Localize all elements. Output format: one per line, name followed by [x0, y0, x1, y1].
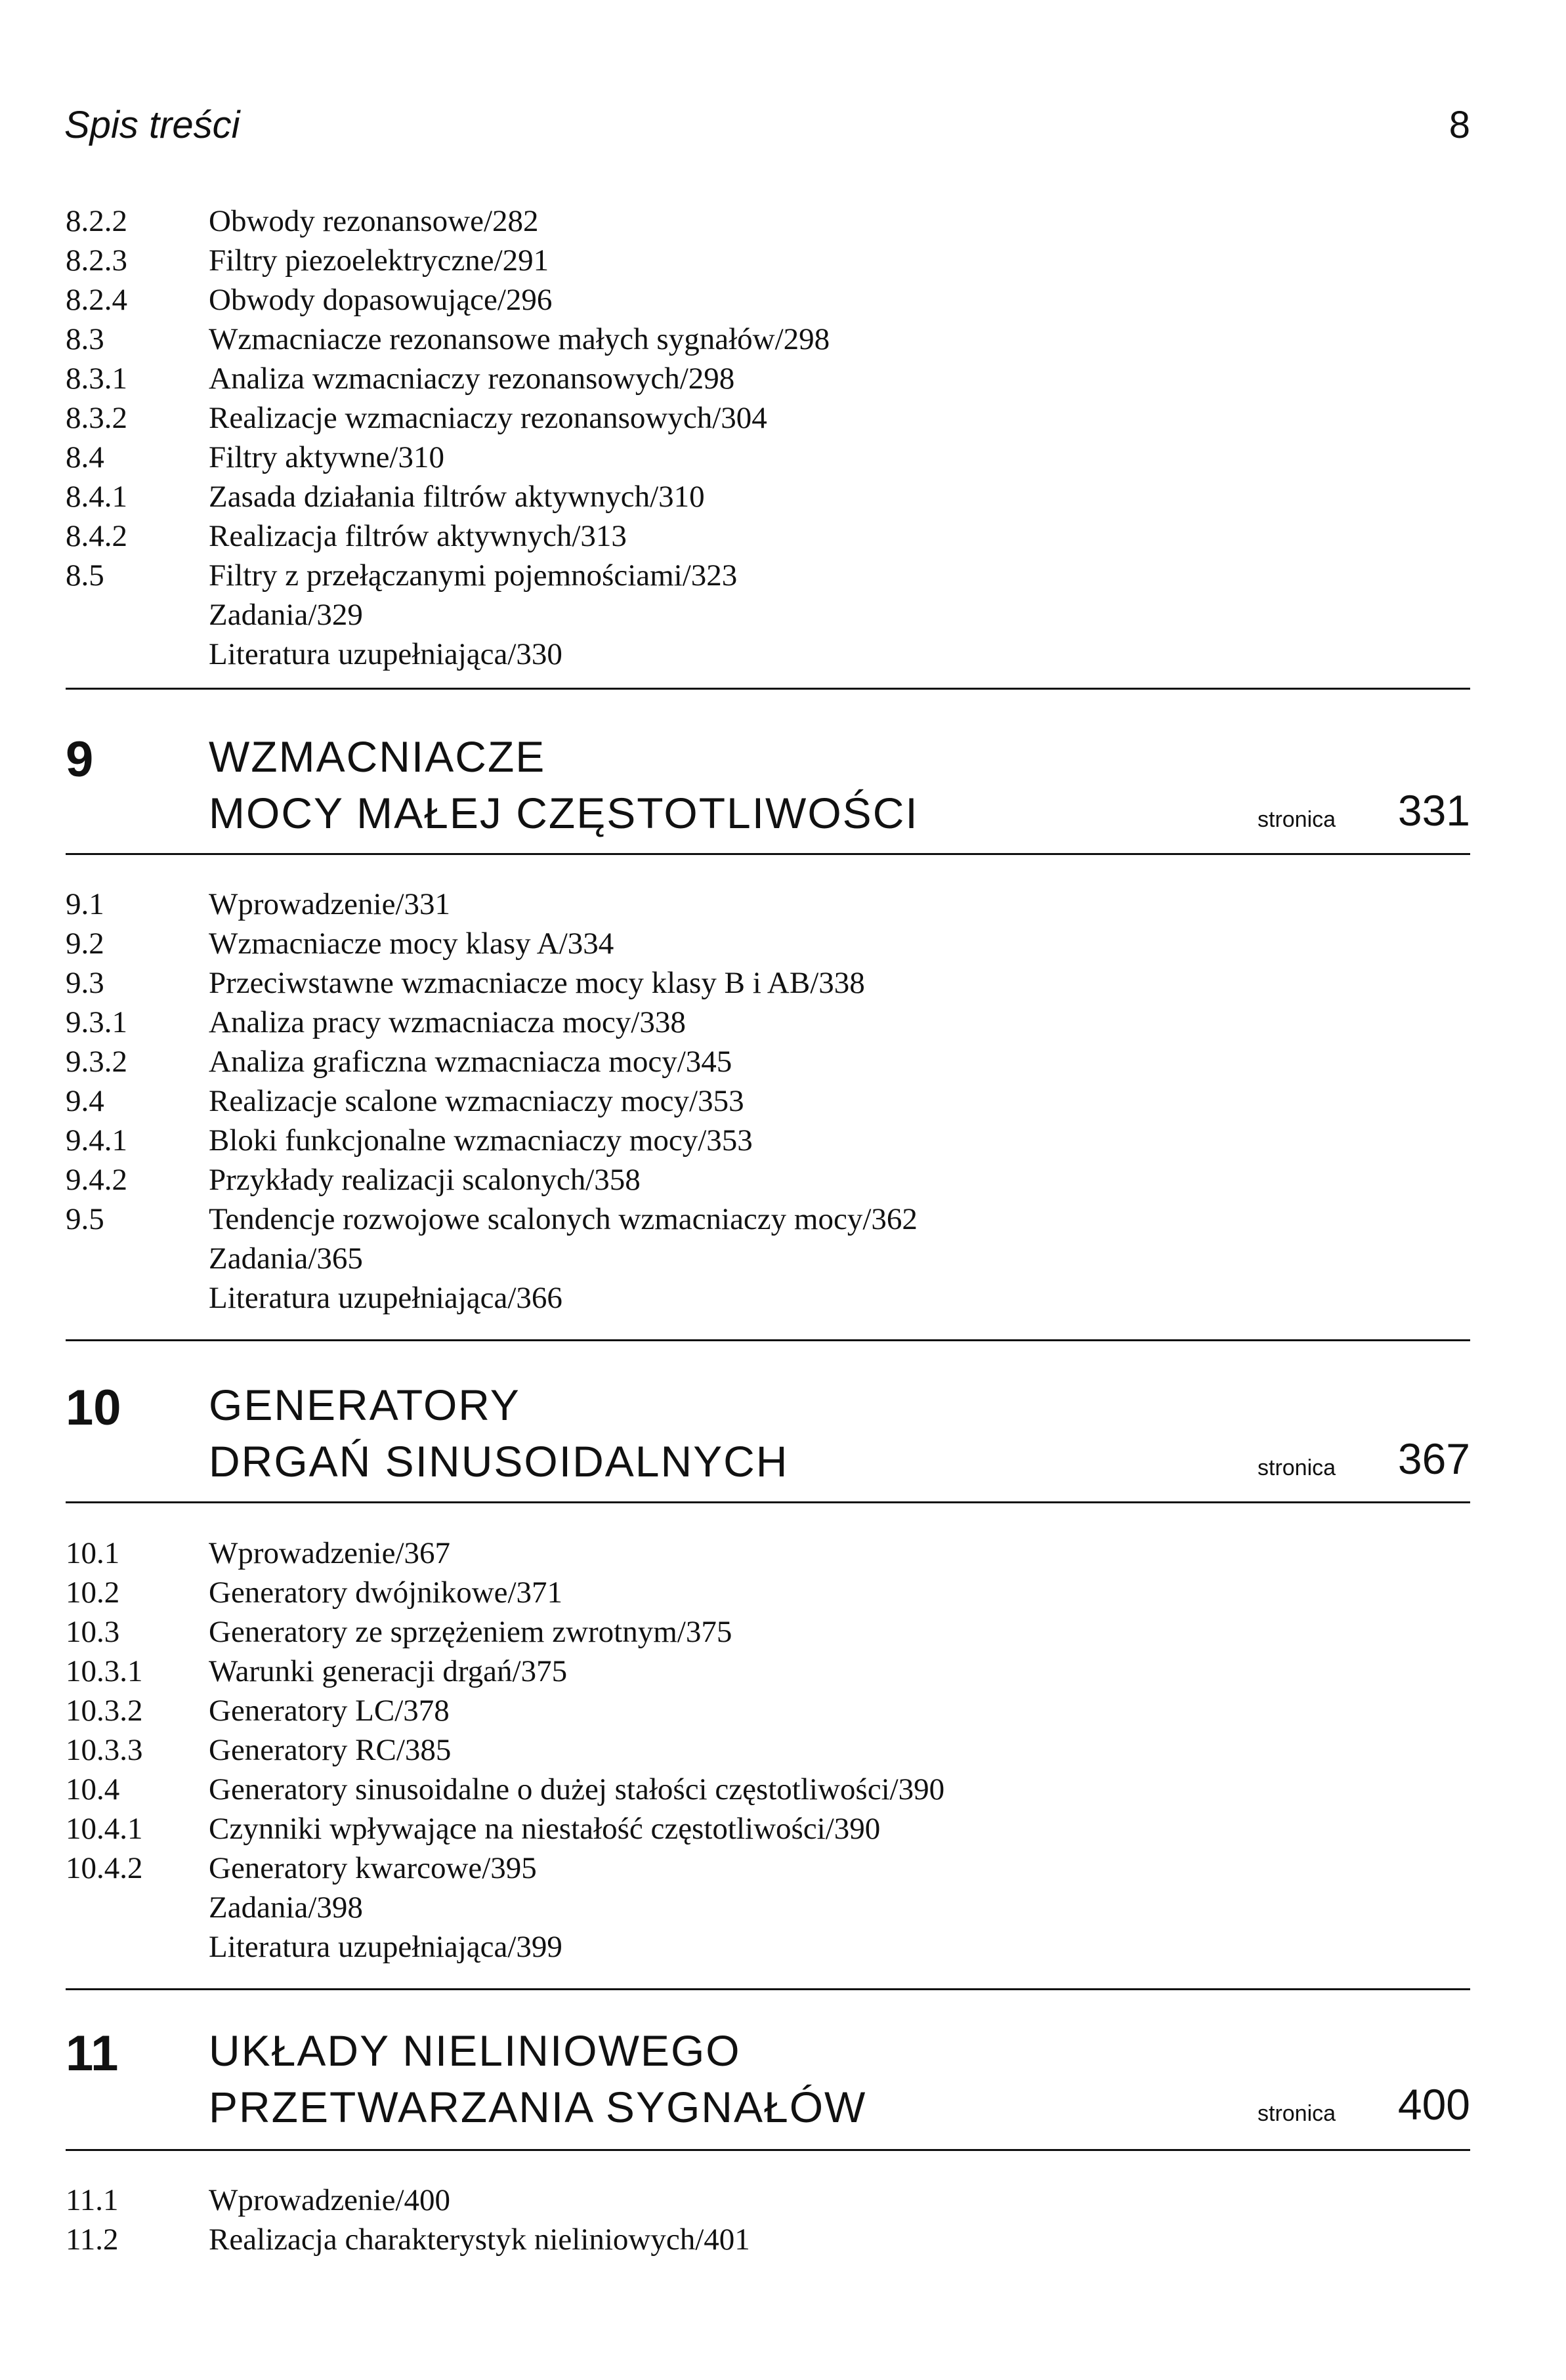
toc-entry-title: Literatura uzupełniająca/366: [209, 1281, 562, 1315]
toc-entry: [0, 1927, 1566, 1967]
toc-entry-title: Wzmacniacze rezonansowe małych sygnałów/298: [209, 322, 830, 356]
chapter-heading: [0, 2026, 1566, 2160]
toc-entry-title: Generatory dwójnikowe/371: [209, 1576, 563, 1610]
toc-entry-number: 9.4.1: [66, 1123, 127, 1158]
toc-entry-title: Literatura uzupełniająca/399: [209, 1930, 562, 1964]
toc-entry-title: Wzmacniacze mocy klasy A/334: [209, 927, 614, 961]
section-divider: [66, 1988, 1470, 1990]
toc-entry-number: 9.4: [66, 1084, 104, 1118]
chapter-number: 11: [66, 2026, 119, 2081]
toc-entry: [0, 1121, 1566, 1160]
toc-entry: [0, 1081, 1566, 1121]
toc-entry: [0, 438, 1566, 477]
toc-entry: [0, 477, 1566, 516]
toc-entry-title: Analiza graficzna wzmacniacza mocy/345: [209, 1045, 732, 1079]
toc-entry: [0, 320, 1566, 359]
toc-entry: [0, 1612, 1566, 1652]
toc-entry-number: 10.4.1: [66, 1812, 143, 1846]
toc-entry-number: 10.1: [66, 1536, 120, 1570]
toc-entry-title: Realizacje wzmacniaczy rezonansowych/304: [209, 401, 767, 435]
toc-entry-number: 10.3: [66, 1615, 120, 1649]
toc-entry-number: 8.3: [66, 322, 104, 356]
toc-entry-number: 9.3.2: [66, 1045, 127, 1079]
toc-entry-title: Generatory kwarcowe/395: [209, 1851, 537, 1885]
chapter-title-line2: MOCY MAŁEJ CZĘSTOTLIWOŚCI: [209, 789, 919, 837]
toc-entry-number: 9.4.2: [66, 1163, 127, 1197]
toc-entry: [0, 280, 1566, 320]
toc-entry: [0, 1848, 1566, 1888]
toc-entry: [0, 2181, 1566, 2220]
toc-entry-number: 11.1: [66, 2183, 119, 2217]
toc-entry-number: 9.2: [66, 927, 104, 961]
chapter-number: 9: [66, 732, 94, 787]
toc-entry-title: Generatory RC/385: [209, 1733, 452, 1767]
chapter-heading: [0, 1380, 1566, 1514]
toc-list: [0, 1534, 1566, 1967]
section-divider: [66, 1339, 1470, 1341]
section-divider: [66, 688, 1470, 690]
toc-entry: [0, 556, 1566, 595]
toc-entry: [0, 635, 1566, 674]
toc-entry: [0, 1003, 1566, 1042]
toc-entry: [0, 1770, 1566, 1809]
toc-entry-number: 10.3.1: [66, 1654, 143, 1688]
toc-entry-title: Zadania/365: [209, 1242, 363, 1276]
toc-entry-title: Realizacja charakterystyk nieliniowych/401: [209, 2223, 750, 2257]
toc-entry-number: 8.4.1: [66, 480, 127, 514]
chapter-title-line1: GENERATORY: [209, 1381, 520, 1429]
toc-entry-number: 10.4: [66, 1772, 120, 1806]
toc-entry-title: Realizacje scalone wzmacniaczy mocy/353: [209, 1084, 744, 1118]
toc-entry-title: Warunki generacji drgań/375: [209, 1654, 568, 1688]
toc-list: [0, 201, 1566, 674]
chapter-title-line1: WZMACNIACZE: [209, 732, 546, 781]
toc-entry: [0, 1534, 1566, 1573]
toc-entry-title: Filtry z przełączanymi pojemnościami/323: [209, 558, 738, 593]
toc-entry-title: Bloki funkcjonalne wzmacniaczy mocy/353: [209, 1123, 753, 1158]
toc-entry-title: Wprowadzenie/331: [209, 887, 451, 921]
toc-entry-title: Filtry piezoelektryczne/291: [209, 243, 549, 278]
toc-entry-title: Wprowadzenie/400: [209, 2183, 451, 2217]
toc-entry-number: 8.4: [66, 440, 104, 474]
toc-entry-title: Generatory ze sprzężeniem zwrotnym/375: [209, 1615, 732, 1649]
toc-entry-title: Zadania/398: [209, 1890, 363, 1925]
section-divider: [66, 1501, 1470, 1503]
toc-entry: [0, 1200, 1566, 1239]
toc-entry-number: 8.4.2: [66, 519, 127, 553]
toc-entry: [0, 963, 1566, 1003]
toc-entry-number: 9.3.1: [66, 1005, 127, 1039]
toc-entry-title: Obwody rezonansowe/282: [209, 204, 539, 238]
running-header-title: Spis treści: [64, 104, 240, 146]
toc-entry-number: 9.1: [66, 887, 104, 921]
toc-entry-number: 9.3: [66, 966, 104, 1000]
toc-entry: [0, 1573, 1566, 1612]
toc-entry-title: Analiza wzmacniaczy rezonansowych/298: [209, 362, 735, 396]
toc-entry-title: Przykłady realizacji scalonych/358: [209, 1163, 641, 1197]
chapter-page-number: 400: [1397, 2080, 1470, 2129]
chapter-title-line1: UKŁADY NIELINIOWEGO: [209, 2026, 741, 2075]
toc-entry-title: Generatory LC/378: [209, 1694, 450, 1728]
toc-entry: [0, 201, 1566, 241]
toc-entry: [0, 1730, 1566, 1770]
toc-entry: [0, 2220, 1566, 2259]
chapter-title-line2: PRZETWARZANIA SYGNAŁÓW: [209, 2083, 867, 2131]
toc-entry: [0, 1239, 1566, 1278]
chapter-page-number: 331: [1397, 786, 1470, 835]
toc-entry: [0, 1160, 1566, 1200]
toc-entry-title: Zasada działania filtrów aktywnych/310: [209, 480, 705, 514]
toc-entry-number: 11.2: [66, 2223, 119, 2257]
toc-list: [0, 2181, 1566, 2259]
toc-entry: [0, 1691, 1566, 1730]
toc-entry-number: 9.5: [66, 1202, 104, 1236]
toc-entry: [0, 241, 1566, 280]
toc-entry-number: 8.5: [66, 558, 104, 593]
toc-entry: [0, 885, 1566, 924]
toc-entry-number: 8.2.2: [66, 204, 127, 238]
toc-entry: [0, 1809, 1566, 1848]
toc-entry-number: 10.4.2: [66, 1851, 143, 1885]
chapter-page-label: stronica: [1258, 1455, 1336, 1480]
toc-entry: [0, 398, 1566, 438]
toc-entry: [0, 595, 1566, 635]
toc-entry-title: Literatura uzupełniająca/330: [209, 637, 562, 671]
toc-entry: [0, 924, 1566, 963]
chapter-heading: [0, 732, 1566, 866]
toc-entry: [0, 516, 1566, 556]
toc-entry-number: 8.3.1: [66, 362, 127, 396]
toc-entry: [0, 1278, 1566, 1318]
section-divider: [66, 2149, 1470, 2151]
page-number: 8: [1449, 104, 1470, 146]
chapter-page-label: stronica: [1258, 2101, 1336, 2126]
toc-entry-number: 10.2: [66, 1576, 120, 1610]
toc-entry-title: Zadania/329: [209, 598, 363, 632]
chapter-title-line2: DRGAŃ SINUSOIDALNYCH: [209, 1437, 789, 1486]
toc-entry-number: 8.3.2: [66, 401, 127, 435]
toc-entry: [0, 1042, 1566, 1081]
toc-entry-number: 8.2.3: [66, 243, 127, 278]
chapter-number: 10: [66, 1380, 121, 1436]
chapter-page-number: 367: [1397, 1434, 1470, 1483]
chapter-page-label: stronica: [1258, 807, 1336, 832]
toc-entry-title: Realizacja filtrów aktywnych/313: [209, 519, 627, 553]
toc-list: [0, 885, 1566, 1318]
section-divider: [66, 853, 1470, 855]
toc-entry-title: Obwody dopasowujące/296: [209, 283, 553, 317]
toc-entry-number: 10.3.3: [66, 1733, 143, 1767]
toc-entry-title: Przeciwstawne wzmacniacze mocy klasy B i AB/338: [209, 966, 865, 1000]
toc-entry: [0, 359, 1566, 398]
toc-entry-title: Analiza pracy wzmacniacza mocy/338: [209, 1005, 686, 1039]
toc-entry-title: Generatory sinusoidalne o dużej stałości częstotliwości/390: [209, 1772, 945, 1806]
toc-entry-title: Wprowadzenie/367: [209, 1536, 451, 1570]
toc-entry-number: 10.3.2: [66, 1694, 143, 1728]
toc-entry-title: Czynniki wpływające na niestałość częstotliwości/390: [209, 1812, 881, 1846]
toc-entry-number: 8.2.4: [66, 283, 127, 317]
toc-entry: [0, 1652, 1566, 1691]
toc-entry-title: Filtry aktywne/310: [209, 440, 444, 474]
toc-entry: [0, 1888, 1566, 1927]
toc-entry-title: Tendencje rozwojowe scalonych wzmacniaczy mocy/362: [209, 1202, 918, 1236]
